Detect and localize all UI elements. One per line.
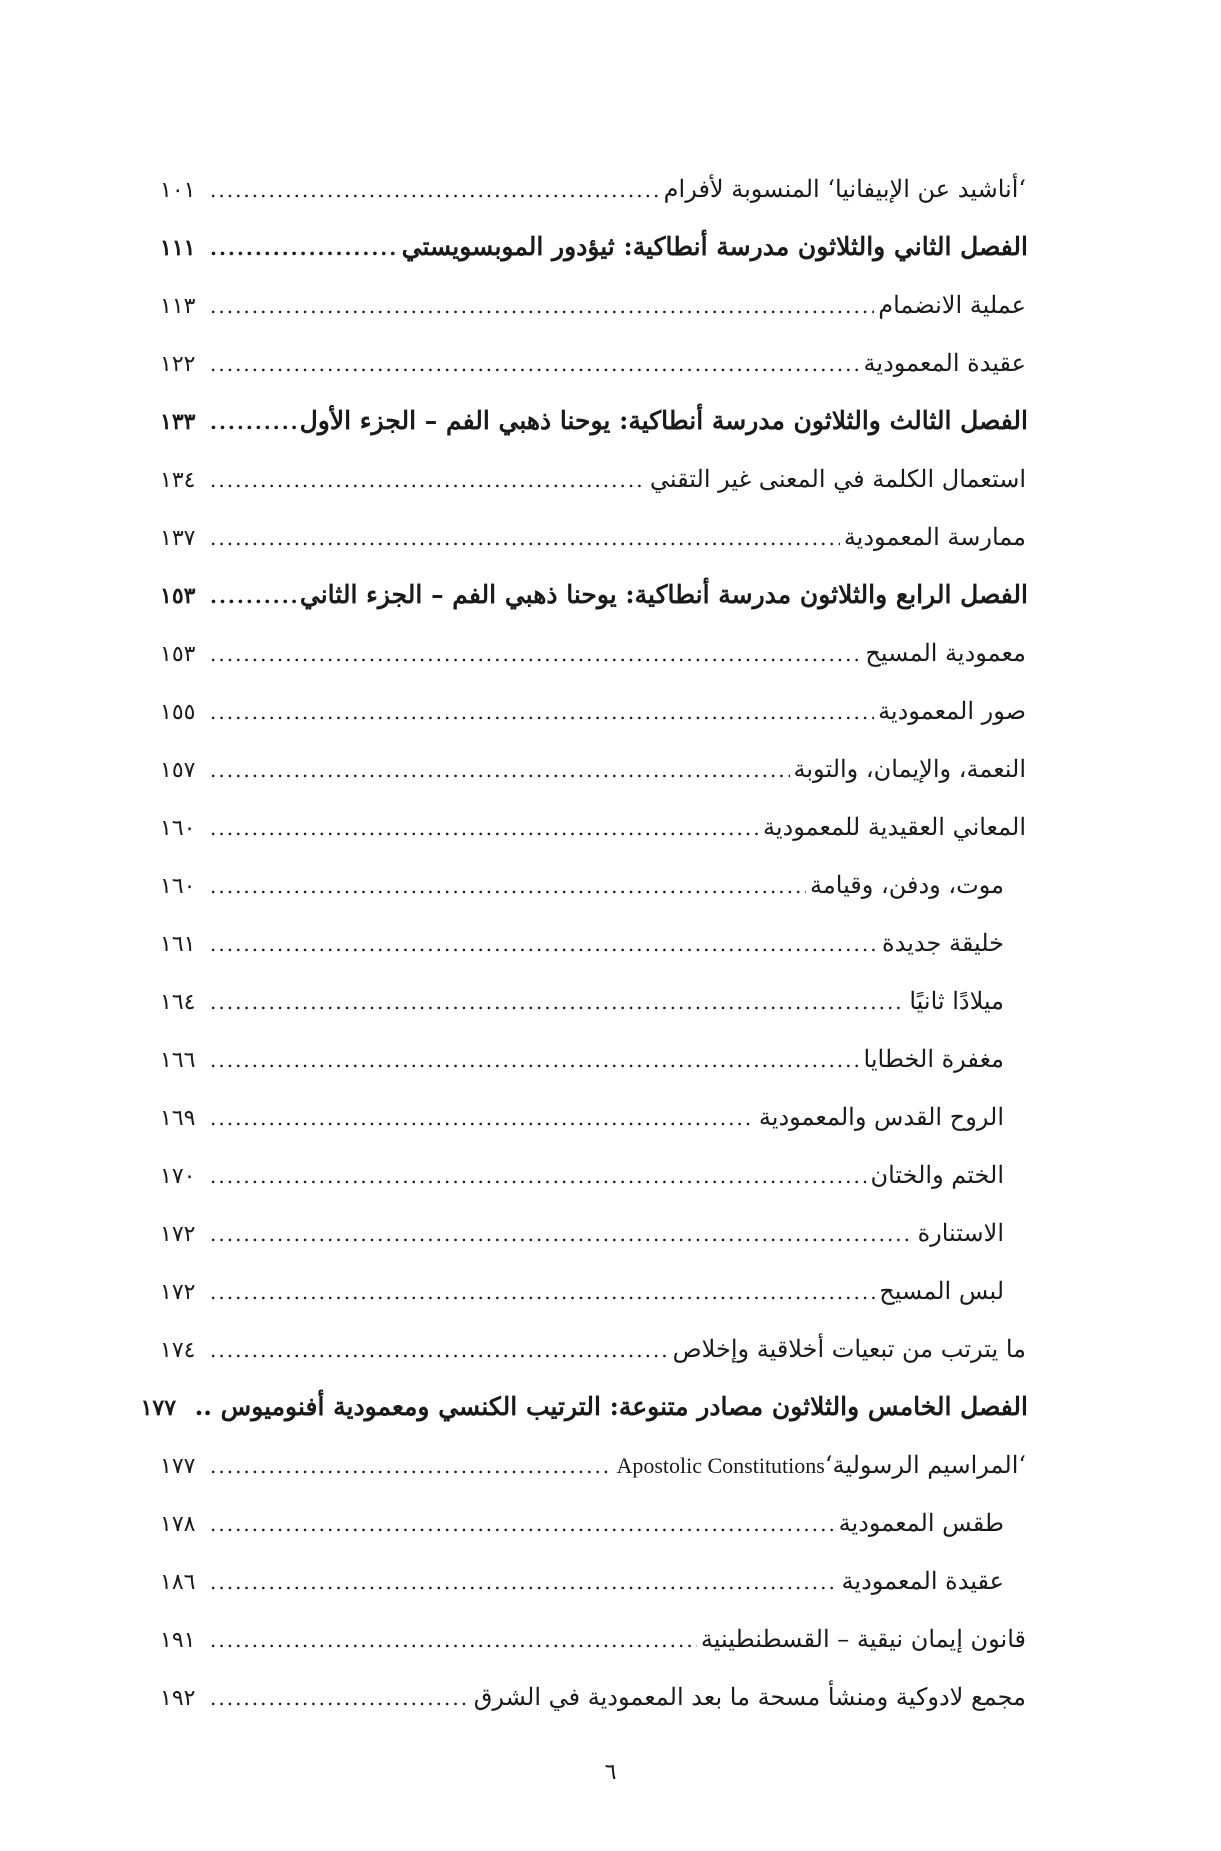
dot-leader [210,1437,612,1495]
dot-leader [210,335,860,393]
dot-leader [210,1669,470,1727]
toc-entry-page-number: ١٩١ [160,1628,196,1653]
toc-entry-page-number: ١٧٢ [160,1280,196,1305]
dot-leader [210,1263,875,1321]
toc-section-entry [160,160,1028,218]
toc-entry-title [810,856,1004,914]
toc-entry-page-number: ١٦٦ [160,1048,196,1073]
toc-entry-page-number: ١١٣ [160,294,196,319]
toc-entry-title-text: لبس المسيح [879,1277,1004,1305]
dot-leader [210,741,790,799]
toc-entry-title [650,450,1026,508]
toc-entry-page-number: ١٧٨ [160,1512,196,1537]
dot-leader [210,799,759,857]
toc-entry-page-number: ١٦٠ [160,816,196,841]
toc-chapter-entry [160,218,1028,276]
toc-entry-title [664,160,1026,218]
toc-entry-title-text: خليقة جديدة [882,929,1004,957]
toc-entry-title [701,1610,1026,1668]
toc-entry-page-number: ١٢٢ [160,352,196,377]
toc-entry-title-text: الاستنارة [917,1219,1004,1247]
toc-section-entry [160,1610,1028,1668]
toc-entry-title-text: الروح القدس والمعمودية [758,1103,1004,1131]
toc-entry-title-text: الفصل الرابع والثلاثون مدرسة أنطاكية: يوحنا ذهبي الفم – الجزء الثاني [299,580,1028,609]
toc-entry-page-number: ١٩٢ [160,1686,196,1711]
toc-entry-title [474,1668,1026,1726]
page-number: ٦ [604,1760,617,1785]
toc-entry-title [842,1552,1004,1610]
toc-entry-latin-title: Apostolic Constitutions [616,1453,825,1478]
toc-chapter-entry [160,392,1028,450]
dot-leader [210,1553,838,1611]
toc-entry-page-number: ١٣٣ [160,409,196,435]
toc-entry-title [879,1262,1004,1320]
dot-leader [210,1611,697,1669]
toc-entry-title [864,1030,1004,1088]
toc-entry-page-number: ١٥٣ [160,583,196,609]
toc-entry-title [909,972,1004,1030]
toc-entry-title [794,740,1027,798]
toc-entry-title [878,276,1026,334]
toc-section-entry [160,798,1028,856]
toc-entry-title-text: ‘المراسيم الرسولية‘ [824,1451,1026,1479]
toc-entry-page-number: ١٠١ [160,178,196,203]
toc-section-entry [160,914,1028,972]
toc-section-entry [160,276,1028,334]
toc-entry-title-text: موت، ودفن، وقيامة [810,871,1004,899]
toc-entry-page-number: ١٦١ [160,932,196,957]
toc-entry-page-number: ١٥٣ [160,642,196,667]
toc-entry-page-number: ١١١ [160,235,196,261]
toc-entry-title [759,1088,1004,1146]
toc-entry-title [673,1320,1026,1378]
dot-leader [210,161,660,219]
toc-section-entry [160,740,1028,798]
toc-entry-title [882,914,1004,972]
toc-section-entry [160,1320,1028,1378]
dot-leader [210,277,874,335]
toc-entry-title [402,218,1028,276]
toc-section-entry [160,1436,1028,1494]
dot-leader [210,1321,669,1379]
dot-leader [210,219,398,277]
dot-leader [210,973,905,1031]
toc-entry-page-number: ١٣٧ [160,526,196,551]
dot-leader [210,1495,835,1553]
toc-entry-title-text: الفصل الثاني والثلاثون مدرسة أنطاكية: ثيؤدور الموبسويستي [401,232,1028,261]
toc-entry-title [864,334,1026,392]
dot-leader [210,451,646,509]
toc-chapter-entry [140,1378,1028,1436]
toc-section-entry [160,972,1028,1030]
toc-entry-title-text: عقيدة المعمودية [863,349,1026,377]
toc-entry-page-number: ١٥٥ [160,700,196,725]
toc-section-entry [160,1494,1028,1552]
toc-entry-title-text: عملية الانضمام [878,291,1026,319]
toc-entry-page-number: ١٧٠ [160,1164,196,1189]
toc-entry-title-text: مغفرة الخطايا [863,1045,1004,1073]
toc-section-entry [160,624,1028,682]
dot-leader [210,393,296,451]
toc-entry-page-number: ١٣٤ [160,468,196,493]
toc-section-entry [160,856,1028,914]
toc-entry-title-text: ما يترتب من تبعيات أخلاقية وإخلاص [672,1335,1026,1363]
dot-leader [210,915,878,973]
dot-leader [210,509,840,567]
toc-entry-title [300,392,1028,450]
toc-entry-title-text: الختم والختان [870,1161,1004,1189]
toc-entry-page-number: ١٧٤ [160,1338,196,1363]
toc-entry-page-number: ١٥٧ [160,758,196,783]
toc-section-entry [160,1668,1028,1726]
toc-entry-title-text: ‘أناشيد عن الإبيفانيا‘ المنسوبة لأفرام [663,175,1026,203]
toc-entry-title [865,624,1026,682]
toc-entry-page-number: ١٨٦ [160,1570,196,1595]
toc-entry-title [763,798,1026,856]
toc-entry-title-text: صور المعمودية [878,697,1026,725]
toc-entry-page-number: ١٧٧ [160,1454,196,1479]
toc-entry-title [918,1204,1004,1262]
toc-entry-title-text: ممارسة المعمودية [843,523,1026,551]
toc-entry-title-text: النعمة، والإيمان، والتوبة [793,755,1026,783]
dot-leader [210,1031,860,1089]
toc-entry-page-number: ١٦٠ [160,874,196,899]
toc-entry-title-text: مجمع لادوكية ومنشأ مسحة ما بعد المعمودية في الشرق [473,1683,1026,1711]
toc-section-entry [160,450,1028,508]
dot-leader [210,1147,866,1205]
toc-entry-title-text: ميلادًا ثانيًا [909,987,1004,1015]
toc-entry-page-number: ١٦٩ [160,1106,196,1131]
toc-section-entry [160,1088,1028,1146]
toc-section-entry [160,508,1028,566]
dot-leader [210,625,861,683]
toc-entry-title [844,508,1026,566]
dot-leader [210,1205,914,1263]
toc-entry-page-number: ١٦٤ [160,990,196,1015]
toc-entry-page-number: ١٧٢ [160,1222,196,1247]
toc-entry-title [195,1378,1028,1436]
toc-entry-page-number: ١٧٧ [140,1395,177,1421]
toc-entry-title [839,1494,1004,1552]
toc-section-entry [160,334,1028,392]
toc-entry-title-text: استعمال الكلمة في المعنى غير التقني [649,465,1026,493]
dot-leader [210,857,806,915]
toc-entry-title [616,1436,1026,1495]
toc-section-entry [160,1262,1028,1320]
table-of-contents [140,160,1028,1726]
toc-section-entry [160,1204,1028,1262]
toc-entry-title [870,1146,1004,1204]
toc-entry-title [300,566,1028,624]
toc-section-entry [160,682,1028,740]
dot-leader [210,683,874,741]
toc-section-entry [160,1146,1028,1204]
toc-entry-title-text: طقس المعمودية [838,1509,1004,1537]
dot-leader [210,567,296,625]
toc-entry-title-text: قانون إيمان نيقية – القسطنطينية [700,1625,1026,1653]
toc-entry-title-text: الفصل الثالث والثلاثون مدرسة أنطاكية: يوحنا ذهبي الفم – الجزء الأول [299,406,1028,435]
toc-entry-title-text: الفصل الخامس والثلاثون مصادر متنوعة: الترتيب الكنسي ومعمودية أفنوميوس .. [194,1392,1028,1421]
toc-section-entry [160,1552,1028,1610]
toc-entry-title-text: معمودية المسيح [865,639,1026,667]
toc-section-entry [160,1030,1028,1088]
dot-leader [210,1089,755,1147]
toc-entry-title [878,682,1026,740]
toc-chapter-entry [160,566,1028,624]
toc-entry-title-text: المعاني العقيدية للمعمودية [763,813,1026,841]
toc-entry-title-text: عقيدة المعمودية [841,1567,1004,1595]
